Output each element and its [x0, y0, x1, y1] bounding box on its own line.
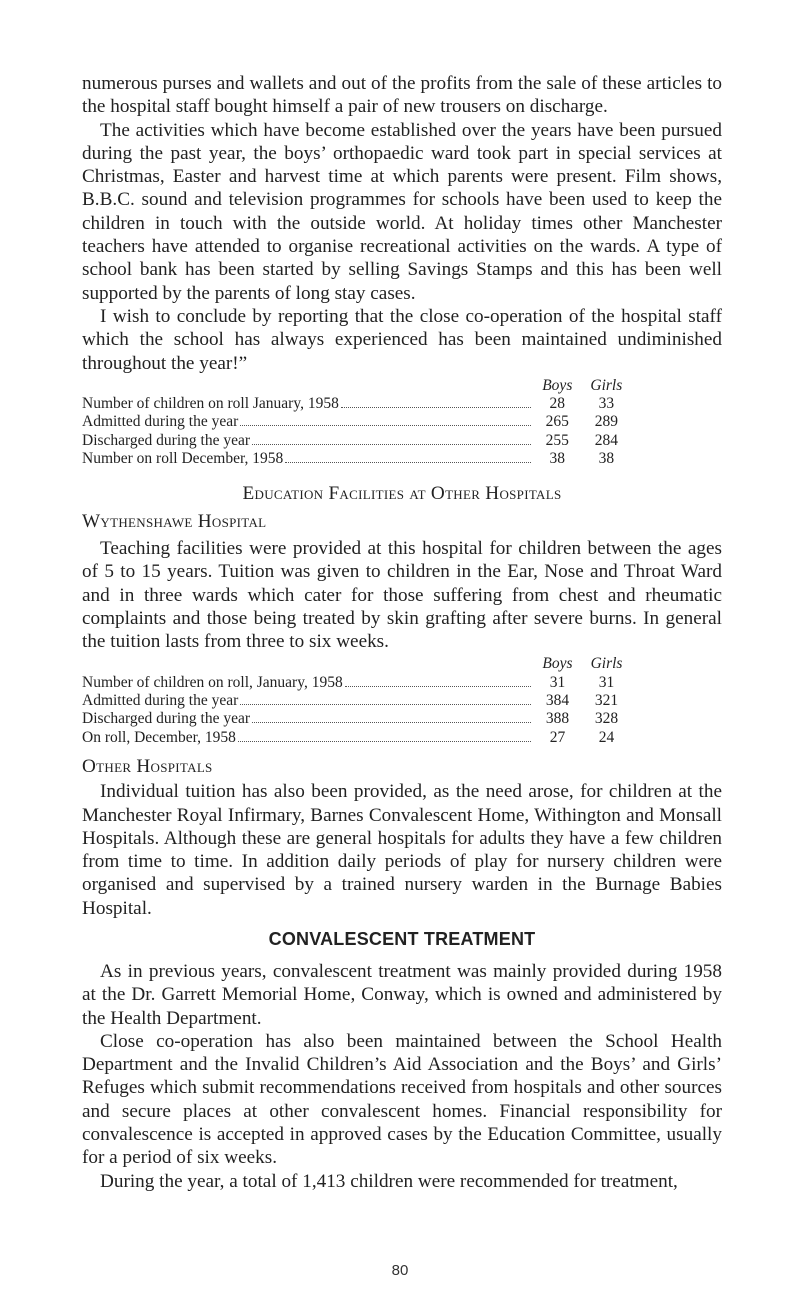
- wythenshawe-stats-table: [82, 655, 722, 746]
- paragraph-activities: The activities which have become established over the years have been pursued during the past year, the boys’ orthopaedic ward took part in special services at Christmas, Easter and harvest time at which parents were present. Film shows, B.B.C. sound and television programmes for schools have been used to keep the children in touch with the outside world. At holiday times other Manchester teachers have attended to organise recreational activities on the wards. A type of school bank has been started by selling Savings Stamps and this has been well supported by the parents of long stay cases.: [82, 119, 722, 304]
- boys-value: 265: [545, 413, 569, 431]
- table-row: [82, 413, 722, 431]
- girls-value: 289: [594, 413, 618, 431]
- hospital-school-stats-table: [82, 377, 722, 468]
- table-row: [82, 674, 722, 692]
- row-label: Number on roll December, 1958: [82, 450, 284, 468]
- girls-value: 328: [594, 710, 619, 728]
- boys-value: 388: [545, 710, 570, 728]
- girls-value: 24: [598, 728, 615, 746]
- row-label: Discharged during the year: [82, 431, 251, 449]
- girls-value: 284: [594, 431, 618, 449]
- table-row: [82, 432, 722, 450]
- column-header-boys: Boys: [542, 655, 573, 673]
- boys-value: 384: [545, 692, 570, 710]
- table-row: [82, 395, 722, 413]
- boys-value: 255: [545, 431, 569, 449]
- boys-value: 28: [549, 395, 566, 413]
- row-label: Admitted during the year: [82, 413, 239, 431]
- girls-value: 31: [598, 673, 615, 691]
- paragraph-continued: numerous purses and wallets and out of the profits from the sale of these articles to the hospital staff bought himself a pair of new trousers on discharge.: [82, 73, 722, 118]
- column-header-boys: Boys: [542, 376, 573, 394]
- boys-value: 38: [549, 450, 566, 468]
- paragraph-other-hospitals: Individual tuition has also been provided, as the need arose, for children at the Manchester Royal Infirmary, Barnes Convalescent Home, Withington and Monsall Hospitals. Although these are general hospitals for adults they have a few children from time to time. In addition daily periods of play for nursery children were organised and supervised by a trained nursery warden in the Burnage Babies Hospital.: [82, 781, 722, 919]
- section-heading-education-facilities: Education Facilities at Other Hospitals: [242, 483, 562, 505]
- page-number: 80: [391, 1262, 409, 1279]
- table-header-row: [82, 655, 722, 673]
- paragraph-conclusion: I wish to conclude by reporting that the close co-operation of the hospital staff which the school has always experienced has been maintained undiminished throughout the year!”: [82, 305, 722, 374]
- table-row: [82, 729, 722, 747]
- paragraph-convalescent-3: During the year, a total of 1,413 children were recommended for treatment,: [100, 1170, 678, 1192]
- row-label: On roll, December, 1958: [82, 728, 236, 746]
- boys-value: 31: [549, 673, 566, 691]
- sub-heading-wythenshawe: Wythenshawe Hospital: [82, 510, 267, 532]
- paragraph-convalescent-1: As in previous years, convalescent treatment was mainly provided during 1958 at the Dr. Garrett Memorial Home, Conway, which is owned and administered by the Health Department.: [82, 960, 722, 1029]
- girls-value: 321: [594, 692, 619, 710]
- row-label: Number of children on roll, January, 1958: [82, 673, 343, 691]
- column-header-girls: Girls: [590, 376, 623, 394]
- sub-heading-other-hospitals: Other Hospitals: [82, 755, 213, 777]
- table-row: [82, 450, 722, 468]
- document-page: [82, 72, 722, 1193]
- row-label: Admitted during the year: [82, 692, 239, 710]
- girls-value: 33: [598, 395, 615, 413]
- column-header-girls: Girls: [590, 655, 623, 673]
- paragraph-convalescent-2: Close co-operation has also been maintained between the School Health Department and the Invalid Children’s Aid Association and the Boys’ and Girls’ Refuges which submit recommendations received from hospitals and other sources and secure places at other convalescent homes. Financial responsibility for convalescence is accepted in approved cases by the Education Committee, usually for a period of six weeks.: [82, 1030, 722, 1169]
- girls-value: 38: [598, 450, 615, 468]
- boys-value: 27: [549, 728, 566, 746]
- table-row: [82, 692, 722, 710]
- table-row: [82, 710, 722, 728]
- paragraph-wythenshawe: Teaching facilities were provided at this hospital for children between the ages of 5 to 15 years. Tuition was given to children in the Ear, Nose and Throat Ward and in three wards which cater for those suffering from chest and rheumatic complaints and those being treated by skin grafting after severe burns. In general the tuition lasts from three to six weeks.: [82, 537, 722, 653]
- section-heading-convalescent: CONVALESCENT TREATMENT: [268, 928, 536, 949]
- row-label: Discharged during the year: [82, 710, 251, 728]
- table-header-row: [82, 377, 722, 395]
- row-label: Number of children on roll January, 1958: [82, 395, 339, 413]
